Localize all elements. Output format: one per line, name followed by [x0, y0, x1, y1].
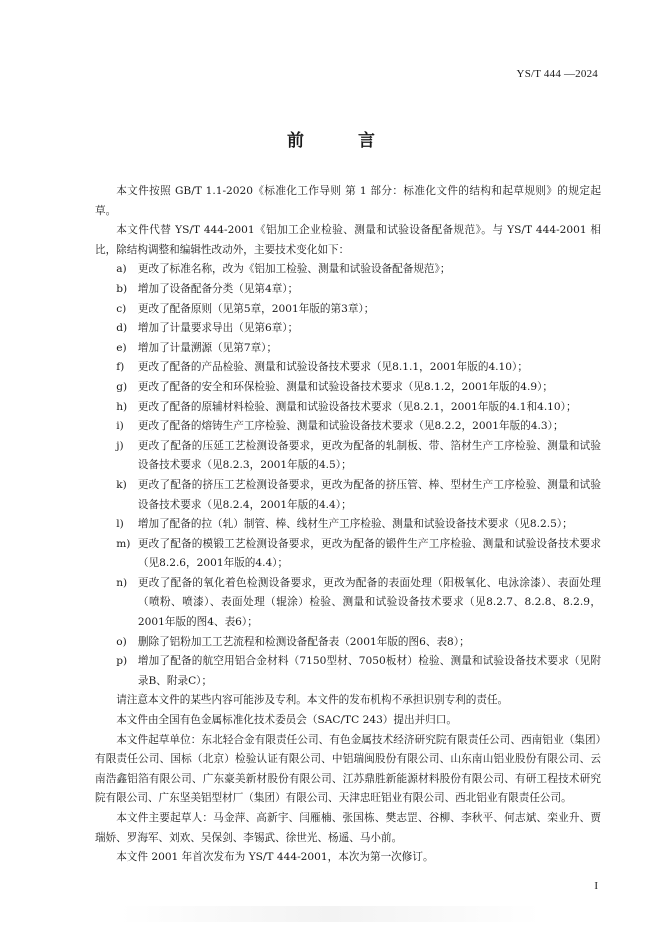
paragraph-drafters: 本文件主要起草人：马金萍、高新宇、闫雁楠、张国栋、樊志罡、谷柳、李秋平、何志斌、栾业升、贾瑞娇、罗海军、刘欢、吴保剑、李锡武、徐世光、杨遥、马小前。	[95, 812, 601, 844]
watermark-band	[120, 906, 540, 922]
page-title: 前 言	[287, 131, 399, 151]
list-item-marker: o)	[116, 635, 127, 648]
list-item	[95, 515, 601, 535]
list-item-text: 更改了配备的安全和环保检验、测量和试验设备技术要求（见8.1.2，2001年版的4.9）；	[137, 380, 553, 393]
list-item	[95, 574, 601, 633]
list-item-marker: f)	[116, 361, 125, 374]
list-item-text: 更改了配备的产品检验、测量和试验设备技术要求（见8.1.1，2001年版的4.10）；	[137, 361, 528, 374]
paragraph-drafting-rules: 本文件按照 GB/T 1.1-2020《标准化工作导则 第 1 部分：标准化文件的结构和起草规则》的规定起草。	[95, 185, 601, 217]
list-item-text: 删除了铝粉加工工艺流程和检测设备配备表（2001年版的图6、表8）；	[137, 635, 470, 648]
list-item-marker: k)	[116, 478, 127, 491]
list-item	[95, 378, 601, 398]
list-item-marker: a)	[116, 263, 127, 276]
list-item-marker: h)	[116, 400, 128, 413]
list-item-text: 更改了配备的模锻工艺检测设备要求，更改为配备的锻件生产工序检验、测量和试验设备技术要求（见8.2.6，2001年版的4.4）；	[137, 537, 601, 570]
list-item-text: 增加了计量要求导出（见第6章）；	[137, 322, 299, 335]
list-item	[95, 300, 601, 320]
list-item-text: 增加了设备配备分类（见第4章）；	[137, 282, 299, 295]
list-item-text: 更改了配备的原辅材料检验、测量和试验设备技术要求（见8.2.1，2001年版的4.1和4.10）；	[137, 400, 577, 413]
paragraph-replacement: 本文件代替 YS/T 444-2001《铝加工企业检验、测量和试验设备配备规范》。与 YS/T 444-2001 相比，除结构调整和编辑性改动外，主要技术变化如下：	[95, 224, 601, 256]
list-item	[95, 417, 601, 437]
list-item	[95, 398, 601, 418]
list-item	[95, 339, 601, 359]
foreword-body	[95, 182, 601, 868]
list-item-marker: m)	[116, 537, 131, 550]
list-item-text: 更改了配备的熔铸生产工序检验、测量和试验设备技术要求（见8.2.2，2001年版的4.3）；	[137, 420, 564, 433]
list-item-text: 增加了配备的拉（轧）制管、棒、线材生产工序检验、测量和试验设备技术要求（见8.2.5）；	[137, 518, 573, 531]
technical-changes-list	[95, 260, 601, 691]
list-item-marker: l)	[116, 518, 124, 531]
list-item	[95, 358, 601, 378]
list-item-marker: i)	[116, 420, 124, 433]
page-number: I	[594, 880, 598, 892]
paragraph-drafting-units: 本文件起草单位：东北轻合金有限责任公司、有色金属技术经济研究院有限责任公司、西南铝业（集团）有限责任公司、国标（北京）检验认证有限公司、中铝瑞闽股份有限公司、山东南山铝业股份有限公司、云南浩鑫铝箔有限公司、广东豪美新材股份有限公司、江苏鼎胜新能源材料股份有限公司、有研工程技术研究院有限公司、广东坚美铝型材厂（集团）有限公司、天津忠旺铝业有限公司、西北铝业有限责任公司。	[95, 733, 601, 805]
list-item	[95, 633, 601, 653]
list-item-marker: b)	[116, 282, 128, 295]
list-item	[95, 437, 601, 476]
list-item-marker: g)	[116, 380, 128, 393]
list-item	[95, 535, 601, 574]
list-item-marker: n)	[116, 576, 128, 589]
list-item-text: 增加了配备的航空用铝合金材料（7150型材、7050板材）检验、测量和试验设备技术要求（见附录B、附录C）；	[137, 655, 601, 687]
standard-code: YS/T 444 —2024	[516, 68, 598, 80]
list-item-marker: p)	[116, 655, 128, 668]
paragraph-patent-notice: 请注意本文件的某些内容可能涉及专利。本文件的发布机构不承担识别专利的责任。	[116, 694, 509, 707]
list-item	[95, 280, 601, 300]
paragraph-proposer: 本文件由全国有色金属标准化技术委员会（SAC/TC 243）提出并归口。	[116, 714, 457, 727]
list-item-text: 更改了配备的压延工艺检测设备要求，更改为配备的轧制板、带、箔材生产工序检验、测量和试验设备技术要求（见8.2.3，2001年版的4.5）；	[137, 439, 601, 472]
list-item-text: 更改了配备原则（见第5章，2001年版的第3章）；	[137, 302, 375, 315]
list-item	[95, 319, 601, 339]
list-item-marker: d)	[116, 322, 128, 335]
list-item-text: 更改了标准名称，改为《铝加工检验、测量和试验设备配备规范》；	[137, 263, 451, 276]
paragraph-history: 本文件 2001 年首次发布为 YS/T 444-2001，本次为第一次修订。	[116, 851, 434, 864]
list-item-text: 更改了配备的氧化着色检测设备要求，更改为配备的表面处理（阳极氧化、电泳涂漆）、表面处理（喷粉、喷漆）、表面处理（辊涂）检验、测量和试验设备技术要求（见8.2.7、8.2.8、8.2.9，2001年版的图4、表6）；	[137, 576, 601, 629]
list-item	[95, 260, 601, 280]
list-item-marker: c)	[116, 302, 127, 315]
list-item-text: 增加了计量溯源（见第7章）；	[137, 341, 278, 354]
list-item-marker: j)	[116, 439, 124, 452]
list-item-marker: e)	[116, 341, 127, 354]
list-item	[95, 476, 601, 515]
list-item	[95, 652, 601, 691]
list-item-text: 更改了配备的挤压工艺检测设备要求，更改为配备的挤压管、棒、型材生产工序检验、测量和试验设备技术要求（见8.2.4，2001年版的4.4）；	[137, 478, 601, 511]
